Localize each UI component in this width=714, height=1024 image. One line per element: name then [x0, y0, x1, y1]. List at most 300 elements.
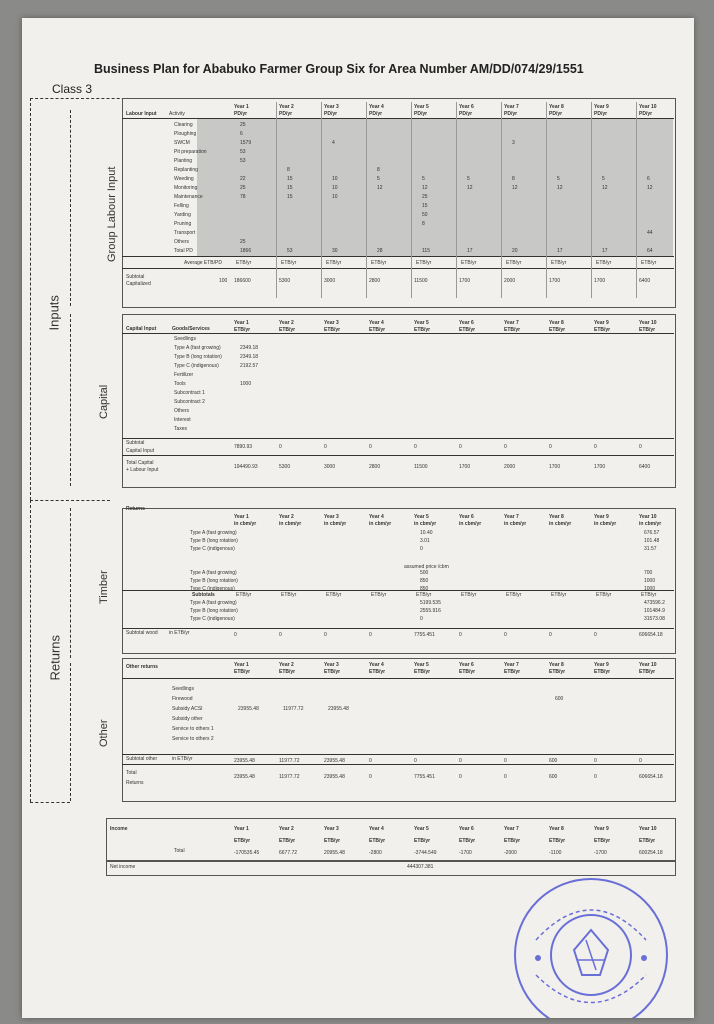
capital-labour-label: + Labour Input: [126, 467, 159, 473]
labour-y5-9: 15: [422, 203, 428, 209]
timber-y10-price-1: 1000: [644, 578, 656, 584]
timber-etb-6: ETB/yr: [461, 592, 477, 598]
capital-year-4: Year 4: [369, 320, 384, 326]
other-sub-unit: in ETB/yr: [172, 756, 193, 762]
capital-sub-cell-5: 0: [414, 444, 417, 450]
capital-sub-rule: [122, 438, 674, 439]
labour-activity-9: Felling: [174, 203, 189, 209]
capital-y1-5: 1000: [240, 381, 252, 387]
other-unit-4: ETB/yr: [369, 669, 386, 675]
capital-item-6: Subcontract 1: [174, 390, 205, 396]
organization-stamp: [514, 878, 668, 1018]
labour-etb-6: ETB/yr: [461, 260, 477, 266]
capital-unit-2: ETB/yr: [279, 327, 296, 333]
income-year-5: Year 5: [414, 826, 429, 832]
class-label: Class 3: [52, 82, 93, 96]
timber-etb-7: ETB/yr: [506, 592, 522, 598]
capital-total-label: Total Capital: [126, 460, 154, 466]
income-year-10: Year 10: [639, 826, 657, 832]
labour-y6-6: 5: [467, 176, 470, 182]
labour-y10-6: 6: [647, 176, 650, 182]
income-unit-4: ETB/yr: [369, 838, 386, 844]
other-total-label: Total: [126, 770, 137, 776]
income-total-cell-10: 600254.18: [639, 850, 663, 856]
group-labour-label: Group Labour Input: [106, 166, 118, 262]
capital-unit-1: ETB/yr: [234, 327, 251, 333]
timber-wood-cell-3: 0: [324, 632, 327, 638]
labour-y6-14: 17: [467, 248, 473, 254]
labour-etb-5: ETB/yr: [416, 260, 432, 266]
other-sub-rule: [122, 754, 674, 755]
returns-label: Returns: [47, 634, 63, 681]
labour-year-3: Year 3: [324, 104, 339, 110]
other-unit-2: ETB/yr: [279, 669, 296, 675]
labour-y7-14: 20: [512, 248, 518, 254]
capital-sub-cell-4: 0: [369, 444, 372, 450]
other-total-cell-7: 0: [504, 774, 507, 780]
timber-y10-cbm-2: 31.57: [644, 546, 657, 552]
income-year-9: Year 9: [594, 826, 609, 832]
capital-item-2: Type B (long rotation): [174, 354, 222, 360]
other-subsidy-1: 23955.48: [238, 706, 259, 712]
labour-unit-9: PD/yr: [594, 111, 608, 117]
capital-sub-cell-8: 0: [549, 444, 552, 450]
net-income-label: Net income: [110, 864, 136, 870]
labour-y4-7: 12: [377, 185, 383, 191]
timber-wood-cell-6: 0: [459, 632, 462, 638]
income-unit-10: ETB/yr: [639, 838, 656, 844]
timber-y10-cbm-1: 101.48: [644, 538, 660, 544]
income-label: Income: [110, 826, 128, 832]
timber-year-1: Year 1: [234, 514, 249, 520]
capital-sub-cell-7: 0: [504, 444, 507, 450]
labour-y8-6: 5: [557, 176, 560, 182]
other-sub-cell-10: 0: [639, 758, 642, 764]
labour-column-divider: [321, 102, 322, 298]
labour-y5-14: 115: [422, 248, 430, 254]
timber-y10-sub-2: 31573.08: [644, 616, 665, 622]
labour-y3-14: 30: [332, 248, 338, 254]
timber-etb-3: ETB/yr: [326, 592, 342, 598]
labour-y1-13: 25: [240, 239, 246, 245]
income-total-cell-3: 20955.48: [324, 850, 345, 856]
timber-wood-cell-8: 0: [549, 632, 552, 638]
other-total-cell-6: 0: [459, 774, 462, 780]
capital-table: [122, 314, 676, 488]
labour-etb-3: ETB/yr: [326, 260, 342, 266]
timber-y10-price-2: 1000: [644, 586, 656, 592]
labour-unit-5: PD/yr: [414, 111, 428, 117]
labour-activity-14: Total PD: [174, 248, 193, 254]
income-unit-2: ETB/yr: [279, 838, 296, 844]
timber-y5-cbm-1: 3.01: [420, 538, 430, 544]
returns-left-border: [30, 500, 31, 802]
timber-year-5: Year 5: [414, 514, 429, 520]
labour-y2-8: 15: [287, 194, 293, 200]
timber-year-3: Year 3: [324, 514, 339, 520]
labour-activity-12: Transport: [174, 230, 196, 236]
capital-total-cell-1: 194490.93: [234, 464, 258, 470]
labour-column-divider: [411, 102, 412, 298]
income-total-label: Total: [174, 848, 185, 854]
other-sub-cell-7: 0: [504, 758, 507, 764]
labour-etb-8: ETB/yr: [551, 260, 567, 266]
income-year-8: Year 8: [549, 826, 564, 832]
labour-unit-10: PD/yr: [639, 111, 653, 117]
labour-y10-7: 12: [647, 185, 653, 191]
labour-activity-0: Clearing: [174, 122, 193, 128]
capital-unit-9: ETB/yr: [594, 327, 611, 333]
timber-type-1: Type B (long rotation): [190, 538, 238, 544]
capital-total-rule: [122, 455, 674, 456]
capital-y1-1: 2349.18: [240, 345, 259, 351]
capital-sub-cell-10: 0: [639, 444, 642, 450]
labour-year-9: Year 9: [594, 104, 609, 110]
labour-y9-14: 17: [602, 248, 608, 254]
capital-total-cell-9: 1700: [594, 464, 606, 470]
other-sub-cell-6: 0: [459, 758, 462, 764]
other-unit-1: ETB/yr: [234, 669, 251, 675]
timber-wood-cell-10: 606654.18: [639, 632, 663, 638]
timber-unit-6: in cbm/yr: [459, 521, 482, 527]
capital-item-1: Type A (fast growing): [174, 345, 221, 351]
labour-y7-7: 12: [512, 185, 518, 191]
timber-wood-cell-7: 0: [504, 632, 507, 638]
capital-year-10: Year 10: [639, 320, 657, 326]
labour-year-10: Year 10: [639, 104, 657, 110]
income-year-4: Year 4: [369, 826, 384, 832]
income-total-cell-1: -170535.45: [234, 850, 260, 856]
labour-activity-4: Planting: [174, 158, 193, 164]
other-returns-label: Returns: [126, 780, 144, 786]
other-item-3: Subsidy other: [172, 716, 203, 722]
labour-y4-14: 28: [377, 248, 383, 254]
labour-year-6: Year 6: [459, 104, 474, 110]
labour-etb-7: ETB/yr: [506, 260, 522, 266]
labour-column-divider: [501, 102, 502, 298]
income-total-cell-2: 6677.72: [279, 850, 298, 856]
timber-etb-2: ETB/yr: [281, 592, 297, 598]
capital-total-cell-3: 3000: [324, 464, 336, 470]
other-subsidy-2: 11977.72: [283, 706, 304, 712]
income-unit-8: ETB/yr: [549, 838, 566, 844]
income-unit-5: ETB/yr: [414, 838, 431, 844]
timber-y5-sub-2: 0: [420, 616, 423, 622]
income-year-7: Year 7: [504, 826, 519, 832]
labour-unit-8: PD/yr: [549, 111, 563, 117]
timber-y5-cbm-2: 0: [420, 546, 423, 552]
labour-column-divider: [456, 102, 457, 298]
labour-y5-7: 12: [422, 185, 428, 191]
labour-year-5: Year 5: [414, 104, 429, 110]
labour-activity-6: Weeding: [174, 176, 194, 182]
labour-y7-2: 3: [512, 140, 515, 146]
other-subsidy-3: 23955.48: [328, 706, 349, 712]
timber-y5-price-2: 850: [420, 586, 429, 592]
labour-y4-5: 8: [377, 167, 380, 173]
labour-y7-6: 8: [512, 176, 515, 182]
inputs-left-border: [30, 98, 31, 500]
capital-unit-4: ETB/yr: [369, 327, 386, 333]
other-total-cell-1: 23955.48: [234, 774, 255, 780]
capital-header-rule: [122, 333, 674, 334]
timber-year-8: Year 8: [549, 514, 564, 520]
page-title: Business Plan for Ababuko Farmer Group Six for Area Number AM/DD/074/29/1551: [94, 62, 584, 76]
other-unit-3: ETB/yr: [324, 669, 341, 675]
other-total-cell-3: 23955.48: [324, 774, 345, 780]
capital-total-cell-2: 5300: [279, 464, 291, 470]
labour-y1-14: 1866: [240, 248, 252, 254]
timber-etb-1: ETB/yr: [236, 592, 252, 598]
capital-year-1: Year 1: [234, 320, 249, 326]
capital-y1-3: 2192.57: [240, 363, 259, 369]
capital-year-6: Year 6: [459, 320, 474, 326]
other-total-cell-2: 11977.72: [279, 774, 300, 780]
timber-type-2: Type C (indigenous): [190, 546, 235, 552]
other-total-cell-4: 0: [369, 774, 372, 780]
timber-etb-9: ETB/yr: [596, 592, 612, 598]
other-sub-cell-1: 23955.48: [234, 758, 255, 764]
labour-column-divider: [546, 102, 547, 298]
labour-etb-1: ETB/yr: [236, 260, 252, 266]
income-year-2: Year 2: [279, 826, 294, 832]
labour-y1-0: 25: [240, 122, 246, 128]
labour-sub-cell-10: 6400: [639, 278, 651, 284]
labour-y8-14: 17: [557, 248, 563, 254]
timber-etb-4: ETB/yr: [371, 592, 387, 598]
labour-y10-12: 44: [647, 230, 653, 236]
capital-unit-3: ETB/yr: [324, 327, 341, 333]
labour-y1-1: 6: [240, 131, 243, 137]
timber-y10-sub-0: 473596.2: [644, 600, 665, 606]
timber-unit-9: in cbm/yr: [594, 521, 617, 527]
other-left-border: [70, 663, 71, 801]
timber-wood-cell-1: 0: [234, 632, 237, 638]
labour-sub-cell-9: 1700: [594, 278, 606, 284]
inputs-top-border: [30, 98, 135, 99]
labour-activity-1: Ploughing: [174, 131, 197, 137]
labour-activity-label: Activity: [169, 111, 185, 117]
labour-sub-cell-7: 2000: [504, 278, 516, 284]
timber-price-type-2: Type C (indigenous): [190, 586, 235, 592]
other-year-4: Year 4: [369, 662, 384, 668]
other-item-0: Seedlings: [172, 686, 194, 692]
other-total-cell-10: 606654.18: [639, 774, 663, 780]
other-year-7: Year 7: [504, 662, 519, 668]
timber-wood-cell-5: 7755.451: [414, 632, 435, 638]
timber-wood-cell-9: 0: [594, 632, 597, 638]
other-year-1: Year 1: [234, 662, 249, 668]
capital-total-cell-4: 2800: [369, 464, 381, 470]
labour-column-divider: [276, 102, 277, 298]
labour-y2-14: 53: [287, 248, 293, 254]
labour-column-divider: [591, 102, 592, 298]
timber-year-10: Year 10: [639, 514, 657, 520]
capital-y1-2: 2349.18: [240, 354, 259, 360]
labour-sub-cell-5: 11500: [414, 278, 428, 284]
capital-year-9: Year 9: [594, 320, 609, 326]
net-income-table: [106, 860, 676, 876]
timber-unit-4: in cbm/yr: [369, 521, 392, 527]
capital-label: Capital: [98, 384, 110, 419]
labour-y4-6: 5: [377, 176, 380, 182]
timber-year-2: Year 2: [279, 514, 294, 520]
timber-unit-2: in cbm/yr: [279, 521, 302, 527]
other-unit-10: ETB/yr: [639, 669, 656, 675]
capital-sub-cell-6: 0: [459, 444, 462, 450]
timber-wood-unit: in ETB/yr: [169, 630, 190, 636]
income-total-cell-9: -1700: [594, 850, 607, 856]
labour-sub-cell-1: 186600: [234, 278, 251, 284]
labour-sub-cell-2: 5300: [279, 278, 291, 284]
other-label: Other: [98, 719, 110, 747]
other-sub-cell-9: 0: [594, 758, 597, 764]
labour-year-1: Year 1: [234, 104, 249, 110]
labour-unit-6: PD/yr: [459, 111, 473, 117]
labour-sub-cell-6: 1700: [459, 278, 471, 284]
capital-year-5: Year 5: [414, 320, 429, 326]
other-sub-cell-8: 600: [549, 758, 558, 764]
labour-activity-8: Maintenance: [174, 194, 203, 200]
income-year-3: Year 3: [324, 826, 339, 832]
labour-y2-6: 15: [287, 176, 293, 182]
capital-subtotal-label: Subtotal: [126, 440, 145, 446]
labour-etb-10: ETB/yr: [641, 260, 657, 266]
labour-y3-8: 10: [332, 194, 338, 200]
labour-year-2: Year 2: [279, 104, 294, 110]
timber-wood-rule: [122, 628, 674, 629]
labour-y9-7: 12: [602, 185, 608, 191]
other-item-2: Subsidy ACSI: [172, 706, 203, 712]
other-item-1: Firewood: [172, 696, 193, 702]
income-total-cell-7: -2000: [504, 850, 517, 856]
capital-head-label: Capital Input: [126, 326, 157, 332]
labour-y1-6: 22: [240, 176, 246, 182]
timber-etb-5: ETB/yr: [416, 592, 432, 598]
timber-price-label: assumed price /cbm: [404, 564, 449, 570]
labour-y2-5: 8: [287, 167, 290, 173]
timber-y5-price-1: 850: [420, 578, 429, 584]
labour-activity-2: SWCM: [174, 140, 190, 146]
labour-subtotal-label: Subtotal: [126, 274, 145, 280]
other-unit-8: ETB/yr: [549, 669, 566, 675]
other-year-6: Year 6: [459, 662, 474, 668]
labour-year-4: Year 4: [369, 104, 384, 110]
labour-unit-7: PD/yr: [504, 111, 518, 117]
capital-unit-10: ETB/yr: [639, 327, 656, 333]
capital-sub-cell-9: 0: [594, 444, 597, 450]
timber-unit-5: in cbm/yr: [414, 521, 437, 527]
labour-sub-cell-3: 3000: [324, 278, 336, 284]
labour-y8-7: 12: [557, 185, 563, 191]
labour-head-label: Labour Input: [126, 111, 157, 117]
other-year-8: Year 8: [549, 662, 564, 668]
timber-wood-label: Subtotal wood: [126, 630, 158, 636]
income-unit-1: ETB/yr: [234, 838, 251, 844]
timber-sub-type-0: Type A (fast growing): [190, 600, 237, 606]
timber-unit-10: in cbm/yr: [639, 521, 662, 527]
timber-y5-price-0: 500: [420, 570, 429, 576]
income-unit-9: ETB/yr: [594, 838, 611, 844]
timber-label: Timber: [98, 570, 110, 604]
labour-capitalized-label: Capitalized: [126, 281, 151, 287]
labour-activity-11: Pruning: [174, 221, 192, 227]
capital-item-7: Subcontract 2: [174, 399, 205, 405]
capital-year-2: Year 2: [279, 320, 294, 326]
timber-year-4: Year 4: [369, 514, 384, 520]
income-total-cell-4: -2800: [369, 850, 382, 856]
labour-activity-7: Monitoring: [174, 185, 198, 191]
labour-y2-7: 15: [287, 185, 293, 191]
labour-year-7: Year 7: [504, 104, 519, 110]
timber-year-7: Year 7: [504, 514, 519, 520]
income-unit-3: ETB/yr: [324, 838, 341, 844]
timber-etb-8: ETB/yr: [551, 592, 567, 598]
capital-sub-cell-3: 0: [324, 444, 327, 450]
labour-activity-13: Others: [174, 239, 190, 245]
income-unit-6: ETB/yr: [459, 838, 476, 844]
timber-sub-type-2: Type C (indigenous): [190, 616, 235, 622]
timber-y10-cbm-0: 676.57: [644, 530, 660, 536]
income-year-1: Year 1: [234, 826, 249, 832]
other-year-2: Year 2: [279, 662, 294, 668]
capital-year-7: Year 7: [504, 320, 519, 326]
timber-y5-cbm-0: 10.40: [420, 530, 433, 536]
labour-y9-6: 5: [602, 176, 605, 182]
income-total-cell-8: -1100: [549, 850, 562, 856]
labour-etb-4: ETB/yr: [371, 260, 387, 266]
labour-y1-8: 78: [240, 194, 246, 200]
timber-subtotals-label: Subtotals: [192, 592, 215, 598]
other-total-cell-8: 600: [549, 774, 558, 780]
other-year-10: Year 10: [639, 662, 657, 668]
capital-item-8: Others: [174, 408, 190, 414]
capital-left-border: [70, 314, 71, 486]
timber-year-9: Year 9: [594, 514, 609, 520]
labour-avg-value: 100: [219, 278, 228, 284]
labour-y5-6: 5: [422, 176, 425, 182]
other-sub-cell-3: 23955.48: [324, 758, 345, 764]
capital-total-cell-8: 1700: [549, 464, 561, 470]
other-head-label: Other returns: [126, 664, 158, 670]
returns-bottom-border: [30, 802, 70, 803]
labour-y1-2: 1579: [240, 140, 252, 146]
other-unit-7: ETB/yr: [504, 669, 521, 675]
capital-year-3: Year 3: [324, 320, 339, 326]
capital-sub-cell-1: 7890.93: [234, 444, 253, 450]
labour-avg-label: Average ETB/PD: [184, 260, 222, 266]
timber-left-border: [70, 508, 71, 658]
labour-y1-4: 53: [240, 158, 246, 164]
labour-y3-2: 4: [332, 140, 335, 146]
labour-etb-9: ETB/yr: [596, 260, 612, 266]
labour-sub-cell-8: 1700: [549, 278, 561, 284]
capital-total-cell-6: 1700: [459, 464, 471, 470]
other-total-cell-9: 0: [594, 774, 597, 780]
income-total-cell-6: -1700: [459, 850, 472, 856]
capital-input-label: Capital Input: [126, 448, 155, 454]
other-year-5: Year 5: [414, 662, 429, 668]
capital-item-9: Interest: [174, 417, 191, 423]
inputs-label: Inputs: [46, 295, 62, 331]
labour-unit-3: PD/yr: [324, 111, 338, 117]
other-unit-6: ETB/yr: [459, 669, 476, 675]
labour-y10-14: 64: [647, 248, 653, 254]
income-table: [106, 818, 676, 862]
timber-unit-3: in cbm/yr: [324, 521, 347, 527]
timber-head-label: Returns: [126, 506, 145, 512]
other-header-rule: [122, 678, 674, 679]
